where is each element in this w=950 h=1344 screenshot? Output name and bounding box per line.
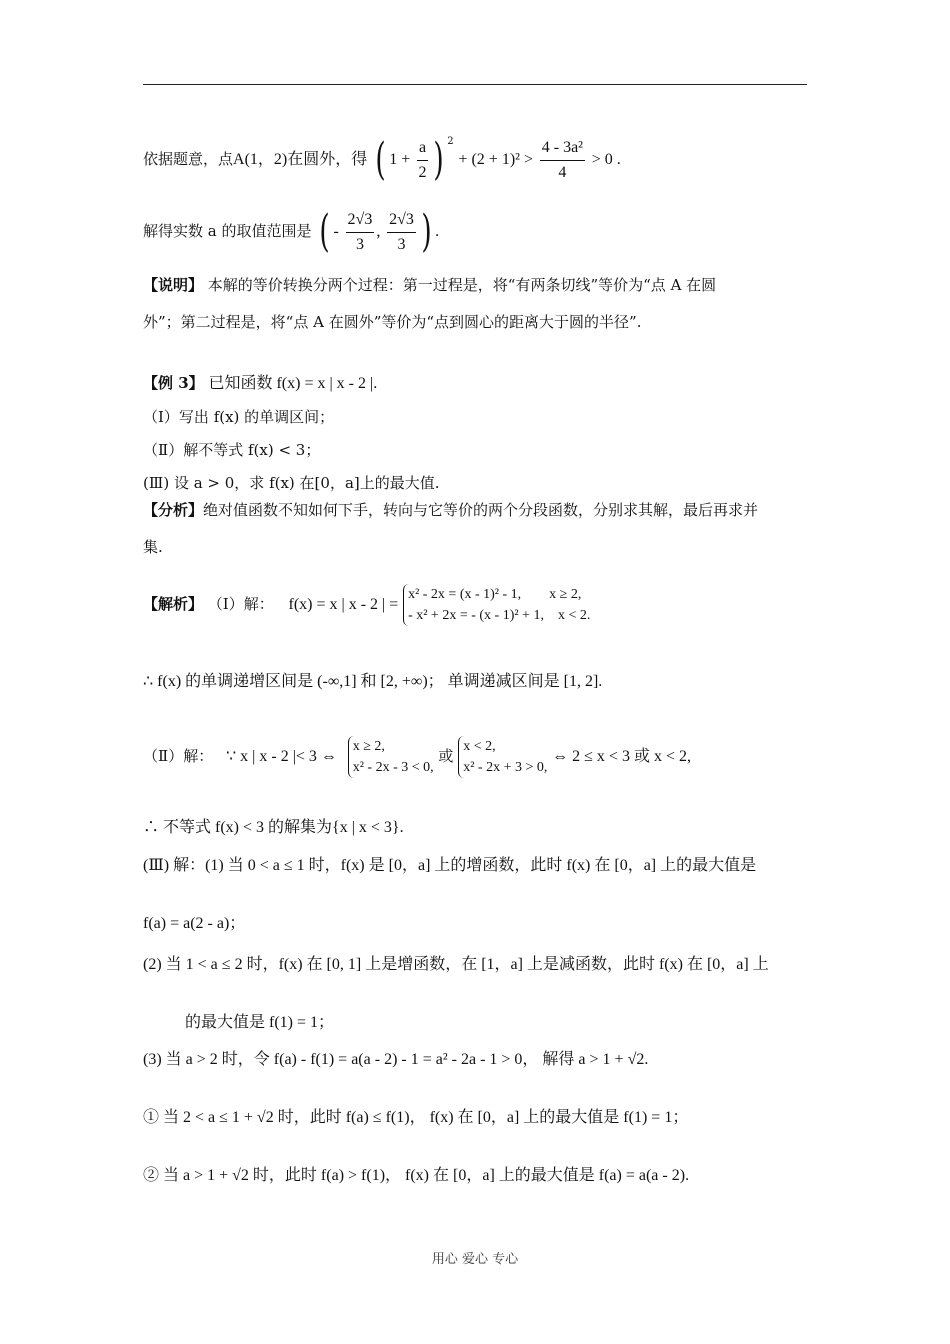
text: 解得实数 a 的取值范围是 xyxy=(143,222,312,240)
example-label: 【例 3】 xyxy=(143,374,204,392)
piecewise-cases xyxy=(403,584,590,626)
paren-right: ) xyxy=(421,206,432,257)
part3-line-5 xyxy=(143,1050,648,1069)
part3-line-2 xyxy=(143,914,245,933)
period: . xyxy=(435,223,440,240)
math-text: > 0 . xyxy=(591,151,621,168)
fraction-a-over-2 xyxy=(417,138,428,181)
paren-left: ( xyxy=(375,134,386,185)
example-text: 已知函数 f(x) = x | x - 2 |. xyxy=(208,375,378,392)
question-text: （Ⅱ）解不等式 f(x) < 3； xyxy=(143,441,321,459)
question-3 xyxy=(143,474,440,492)
explain-label: 【说明】 xyxy=(143,276,204,294)
fraction-neg xyxy=(346,210,375,253)
text: f(a) = a(2 - a)； xyxy=(143,915,246,932)
analysis-line-1 xyxy=(143,501,758,519)
solution-part-1 xyxy=(143,584,590,626)
part-label: （Ⅱ）解： xyxy=(143,747,214,765)
cond: x² - 2x - 3 < 0, xyxy=(352,760,434,775)
text: 的最大值是 f(1) = 1； xyxy=(185,1014,335,1031)
comma: , xyxy=(376,223,381,240)
text: 依据题意，点 xyxy=(143,150,234,168)
numerator: 2√3 xyxy=(387,210,416,232)
numerator: 2√3 xyxy=(346,210,375,232)
explain-text: 外”；第二过程是，将“点 A 在圆外”等价为“点到圆心的距离大于圆的半径”. xyxy=(143,313,642,331)
conclusion: ∴ 不等式 f(x) < 3 的解集为{x | x < 3}. xyxy=(143,819,404,836)
cond: x² - 2x + 3 > 0, xyxy=(463,760,548,775)
case-1: x² - 2x = (x - 1)² - 1, x ≥ 2, xyxy=(408,587,582,602)
equivalence: ⇔ 2 ≤ x < 3 或 x < 2, xyxy=(552,748,691,765)
explain-line-2 xyxy=(143,313,641,331)
numerator: 4 - 3a² xyxy=(540,138,585,160)
explain-text: 本解的等价转换分两个过程：第一过程是，将“有两条切线”等价为“点 A 在圆 xyxy=(207,276,717,294)
solution-part-2 xyxy=(143,736,691,778)
cond: x ≥ 2, xyxy=(352,739,385,754)
page-footer: 用心 爱心 专心 xyxy=(431,1252,519,1267)
part-label: （Ⅰ）解： xyxy=(207,595,274,613)
text: ① 当 2 < a ≤ 1 + √2 时，此时 f(a) ≤ f(1)， f(x) 在 [0，a] 上的最大值是 f(1) = 1； xyxy=(143,1109,689,1126)
question-1 xyxy=(143,408,334,426)
math-text: A(1，2)在圆外，得 xyxy=(233,151,368,168)
system-2 xyxy=(458,736,547,778)
text: (Ⅲ) 解：(1) 当 0 < a ≤ 1 时，f(x) 是 [0，a] 上的增函数，此时 f(x) 在 [0，a] 上的最大值是 xyxy=(143,857,757,874)
part3-line-7 xyxy=(143,1166,689,1185)
one-plus: 1 + xyxy=(389,151,411,168)
cond: x < 2, xyxy=(463,739,496,754)
explain-line-1 xyxy=(143,276,716,294)
or-word: 或 xyxy=(438,747,454,765)
text: (2) 当 1 < a ≤ 2 时，f(x) 在 [0, 1] 上是增函数，在 [1，a] 上是减函数，此时 f(x) 在 [0，a] 上 xyxy=(143,956,769,973)
solution-set xyxy=(143,818,404,837)
exponent: 2 xyxy=(447,136,454,147)
case-2: - x² + 2x = - (x - 1)² + 1, x < 2. xyxy=(408,608,591,623)
part3-line-3 xyxy=(143,955,769,974)
function-def: f(x) = x | x - 2 | = xyxy=(288,596,399,613)
inequality: ∵ x | x - 2 |< 3 ⇔ xyxy=(225,748,337,765)
part3-line-6 xyxy=(143,1108,688,1127)
analysis-text: 集. xyxy=(143,538,163,556)
analysis-text: 绝对值函数不知如何下手，转向与它等价的两个分段函数，分别求其解，最后再求并 xyxy=(203,501,759,519)
paren-right: ) xyxy=(433,134,444,185)
part3-line-4 xyxy=(185,1013,334,1032)
header-rule xyxy=(143,84,807,85)
monotonic-intervals xyxy=(143,672,602,691)
math-text: + (2 + 1)² > xyxy=(458,151,533,168)
denominator: 4 xyxy=(558,163,567,181)
system-1 xyxy=(348,736,434,778)
text: (3) 当 a > 2 时，令 f(a) - f(1) = a(a - 2) - 1 = a² - 2a - 1 > 0， 解得 a > 1 + √2. xyxy=(143,1051,649,1068)
analysis-label: 【分析】 xyxy=(143,501,204,519)
question-text: (Ⅲ) 设 a > 0，求 f(x) 在[0，a]上的最大值. xyxy=(143,474,440,492)
text: ② 当 a > 1 + √2 时，此时 f(a) > f(1)， f(x) 在 [0，a] 上的最大值是 f(a) = a(a - 2). xyxy=(143,1167,690,1184)
line-point-condition xyxy=(143,134,621,185)
fraction-4-3a2 xyxy=(540,138,585,181)
analysis-line-2 xyxy=(143,538,163,556)
line-range xyxy=(143,206,440,257)
example-3-title xyxy=(143,374,377,393)
question-2 xyxy=(143,441,320,459)
question-text: （Ⅰ）写出 f(x) 的单调区间； xyxy=(143,408,335,426)
monotonic-text: ∴ f(x) 的单调递增区间是 (-∞,1] 和 [2, +∞)； 单调递减区间是 [1, 2]. xyxy=(143,673,603,690)
denominator: 2 xyxy=(418,163,427,181)
solution-label: 【解析】 xyxy=(143,595,204,613)
minus-sign: - xyxy=(333,223,339,240)
denominator: 3 xyxy=(397,235,406,253)
part3-line-1 xyxy=(143,856,756,875)
numerator: a xyxy=(417,138,428,160)
paren-left: ( xyxy=(319,206,331,257)
fraction-pos xyxy=(387,210,416,253)
denominator: 3 xyxy=(355,235,364,253)
